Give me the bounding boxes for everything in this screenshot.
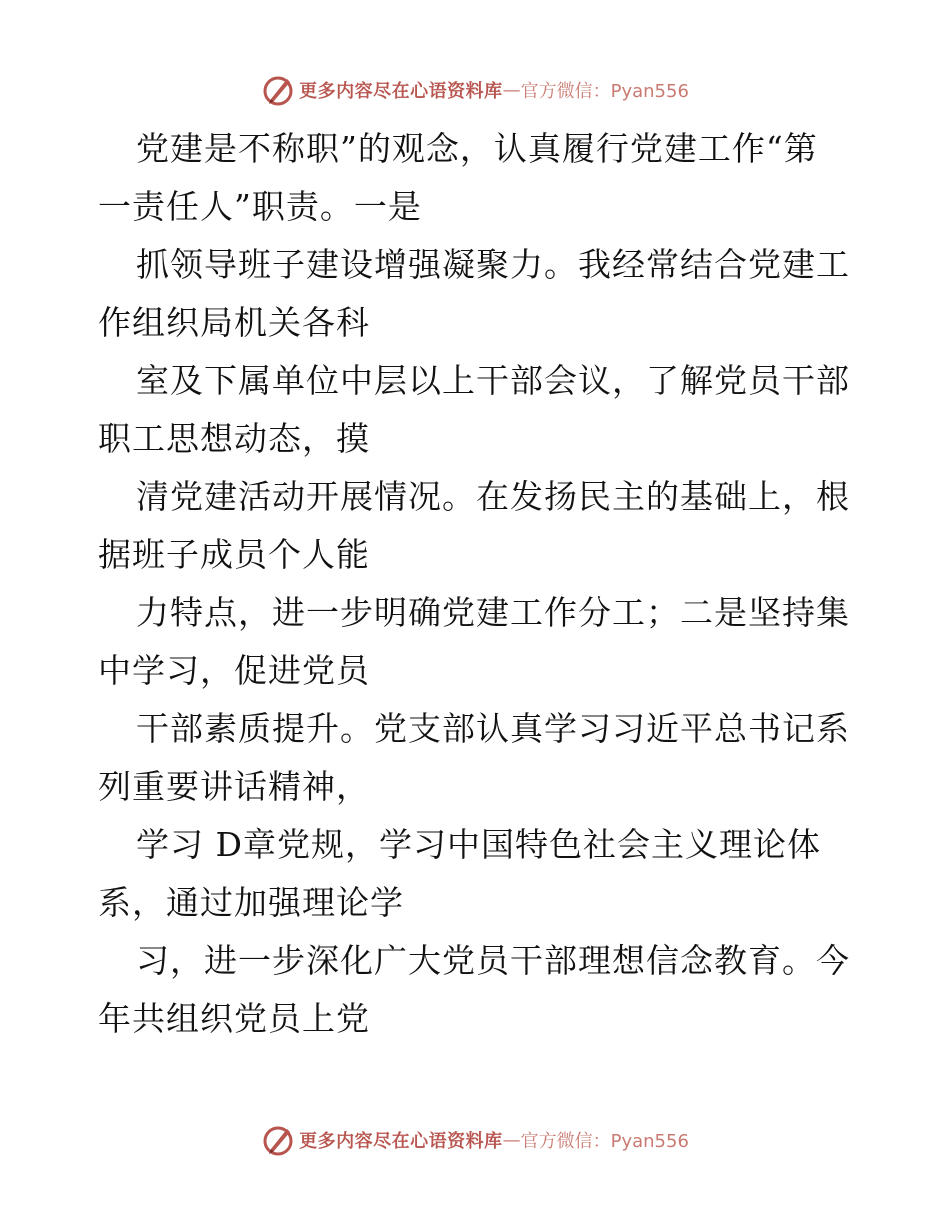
body-line: 中学习，促进党员 [98,651,370,690]
document-body [98,120,858,1048]
header-dash: — [502,79,521,101]
header-banner [0,70,950,110]
body-line: 职工思想动态，摸 [98,419,370,458]
quill-pen-logo-icon [261,1123,295,1157]
body-line: 室及下属单位中层以上干部会议，了解党员干部 [136,361,850,400]
body-line: 作组织局机关各科 [98,303,370,342]
body-line: 列重要讲话精神， [98,767,370,806]
body-line: 习，进一步深化广大党员干部理想信念教育。今 [136,941,850,980]
body-line: 年共组织党员上党 [98,999,370,1038]
footer-wechat-text: 官方微信：Pyan556 [520,1131,689,1152]
body-line: 力特点，进一步明确党建工作分工；二是坚持集 [136,593,850,632]
body-line: 党建是不称职”的观念，认真履行党建工作“第 [136,129,818,168]
body-line: 一责任人”职责。一是 [98,187,422,226]
quill-pen-logo-icon [261,73,295,107]
header-brand-text: 更多内容尽在心语资料库 [299,81,503,102]
footer-banner [0,1120,950,1160]
footer-brand-text: 更多内容尽在心语资料库 [299,1131,503,1152]
footer-dash: — [502,1129,521,1151]
body-line: 系，通过加强理论学 [98,883,404,922]
body-line: 学习 D章党规，学习中国特色社会主义理论体 [136,825,821,864]
body-line: 清党建活动开展情况。在发扬民主的基础上，根 [136,477,850,516]
body-line: 干部素质提升。党支部认真学习习近平总书记系 [136,709,850,748]
body-line: 据班子成员个人能 [98,535,370,574]
header-wechat-text: 官方微信：Pyan556 [520,81,689,102]
body-line: 抓领导班子建设增强凝聚力。我经常结合党建工 [136,245,850,284]
